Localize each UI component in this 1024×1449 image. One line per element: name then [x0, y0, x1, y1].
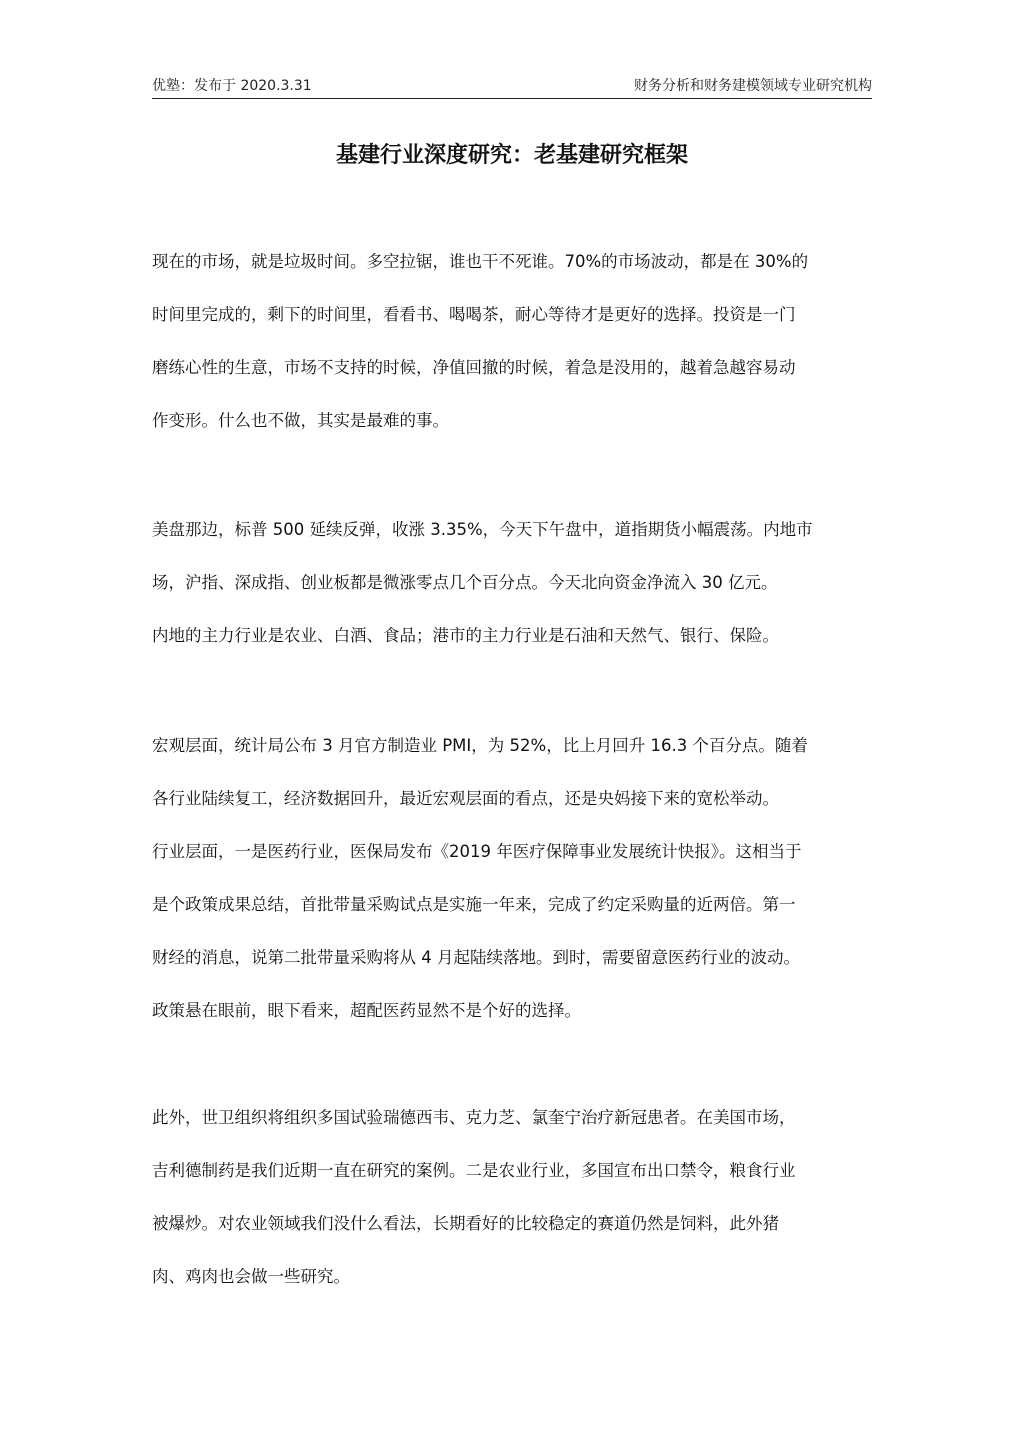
- paragraph-line: 财经的消息，说第二批带量采购将从 4 月起陆续落地。到时，需要留意医药行业的波动。: [152, 948, 800, 967]
- page-header: [152, 72, 872, 99]
- paragraph-line: 时间里完成的，剩下的时间里，看看书、喝喝茶，耐心等待才是更好的选择。投资是一门: [152, 305, 796, 324]
- paragraph-line: 宏观层面，统计局公布 3 月官方制造业 PMI，为 52%，比上月回升 16.3 个百分点。随着: [152, 736, 808, 755]
- paragraph-line: 现在的市场，就是垃圾时间。多空拉锯，谁也干不死谁。70%的市场波动，都是在 30%的: [152, 252, 809, 271]
- header-organization: 财务分析和财务建模领域专业研究机构: [634, 78, 872, 94]
- paragraph-line: 作变形。什么也不做，其实是最难的事。: [152, 411, 449, 430]
- header-publish-info: 优塾：发布于 2020.3.31: [152, 78, 312, 94]
- paragraph-line: 磨练心性的生意，市场不支持的时候，净值回撤的时候，着急是没用的，越着急越容易动: [152, 358, 796, 377]
- paragraph-line: 此外，世卫组织将组织多国试验瑞德西韦、克力芝、氯奎宁治疗新冠患者。在美国市场，: [152, 1108, 796, 1127]
- paragraph-line: 行业层面，一是医药行业，医保局发布《2019 年医疗保障事业发展统计快报》。这相当于: [152, 842, 802, 861]
- paragraph-line: 内地的主力行业是农业、白酒、食品；港市的主力行业是石油和天然气、银行、保险。: [152, 626, 779, 645]
- paragraph-line: 肉、鸡肉也会做一些研究。: [152, 1267, 350, 1286]
- paragraph-line: 吉利德制药是我们近期一直在研究的案例。二是农业行业，多国宣布出口禁令，粮食行业: [152, 1161, 796, 1180]
- paragraph-line: 美盘那边，标普 500 延续反弹，收涨 3.35%，今天下午盘中，道指期货小幅震荡。内地市: [152, 520, 813, 539]
- paragraph-line: 是个政策成果总结，首批带量采购试点是实施一年来，完成了约定采购量的近两倍。第一: [152, 895, 796, 914]
- paragraph-line: 被爆炒。对农业领域我们没什么看法，长期看好的比较稳定的赛道仍然是饲料，此外猪: [152, 1214, 779, 1233]
- paragraph-line: 场，沪指、深成指、创业板都是微涨零点几个百分点。今天北向资金净流入 30 亿元。: [152, 573, 778, 592]
- paragraph-line: 政策悬在眼前，眼下看来，超配医药显然不是个好的选择。: [152, 1001, 581, 1020]
- document-title: 基建行业深度研究：老基建研究框架: [335, 143, 688, 168]
- paragraph-line: 各行业陆续复工，经济数据回升，最近宏观层面的看点，还是央妈接下来的宽松举动。: [152, 789, 779, 808]
